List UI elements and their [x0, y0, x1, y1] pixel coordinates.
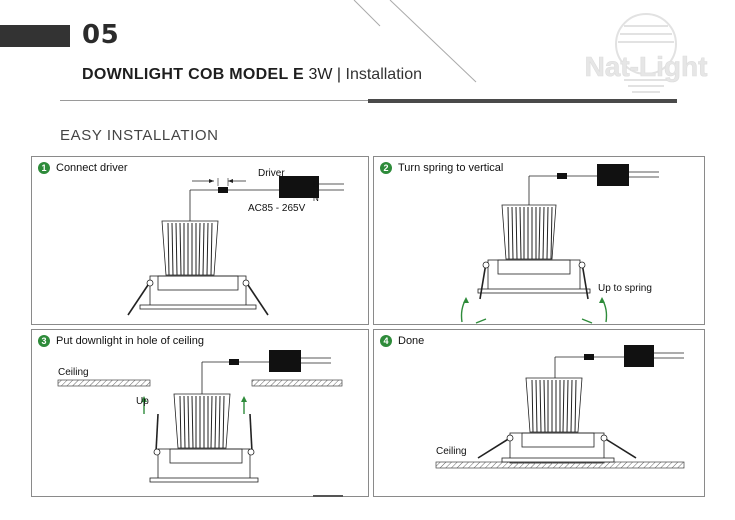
heatsink-icon — [174, 394, 230, 448]
step-4-badge: 4 — [380, 335, 392, 347]
ceiling-slab-left — [58, 380, 150, 386]
ceiling-label: Ceiling — [58, 367, 89, 378]
driver-box — [597, 164, 629, 186]
step-3-title — [38, 335, 204, 347]
driver-box — [624, 345, 654, 367]
step-3-label: Put downlight in hole of ceiling — [56, 335, 204, 347]
brand-logo — [568, 4, 728, 104]
voltage-label: AC85 - 265V — [248, 203, 306, 214]
step-panel-2 — [373, 156, 705, 325]
ceiling-label: Ceiling — [436, 446, 467, 457]
step-1-badge: 1 — [38, 162, 50, 174]
neutral-label: N — [313, 194, 319, 203]
driver-box — [269, 350, 301, 372]
brand-logo-text: Nat-Light — [584, 51, 708, 82]
title-model: DOWNLIGHT COB MODEL E — [82, 66, 304, 83]
section-heading: EASY INSTALLATION — [60, 127, 219, 144]
ceiling-slab-right — [252, 380, 342, 386]
up-to-spring-label: Up to spring — [598, 283, 652, 294]
connector-icon — [557, 173, 567, 179]
page-number: 05 — [82, 20, 120, 50]
heatsink-icon — [526, 378, 582, 432]
connector-icon — [229, 359, 239, 365]
connector-icon — [218, 187, 228, 193]
ceiling-slab — [436, 462, 684, 468]
live-label: L — [313, 180, 318, 189]
header-tab-bar — [0, 25, 70, 47]
step-3-badge: 3 — [38, 335, 50, 347]
step-4-label: Done — [398, 335, 425, 347]
step-2-diagram — [374, 157, 704, 324]
step-panel-3 — [31, 329, 369, 497]
step-4-diagram — [374, 330, 704, 496]
decorative-lines — [340, 0, 500, 90]
step-1-diagram — [32, 157, 368, 324]
step-panel-1 — [31, 156, 369, 325]
step-2-label: Turn spring to vertical — [398, 162, 504, 174]
up-label: Up — [136, 396, 149, 407]
heatsink-icon — [162, 221, 218, 275]
step-1-title — [38, 162, 128, 174]
step-1-label: Connect driver — [56, 162, 128, 174]
step-2-title — [380, 162, 503, 174]
connector-icon — [584, 354, 594, 360]
heatsink-icon — [502, 205, 556, 259]
step-panel-4 — [373, 329, 705, 497]
step-3-diagram — [32, 330, 368, 496]
bottom-mark — [313, 495, 343, 497]
step-2-badge: 2 — [380, 162, 392, 174]
up-arrow-icon — [241, 396, 247, 402]
rotation-arrows — [462, 299, 607, 323]
driver-label: Driver — [258, 168, 285, 179]
step-4-title — [380, 335, 424, 347]
title-section: Installation — [345, 66, 422, 83]
title-power: 3W | — [304, 66, 346, 83]
